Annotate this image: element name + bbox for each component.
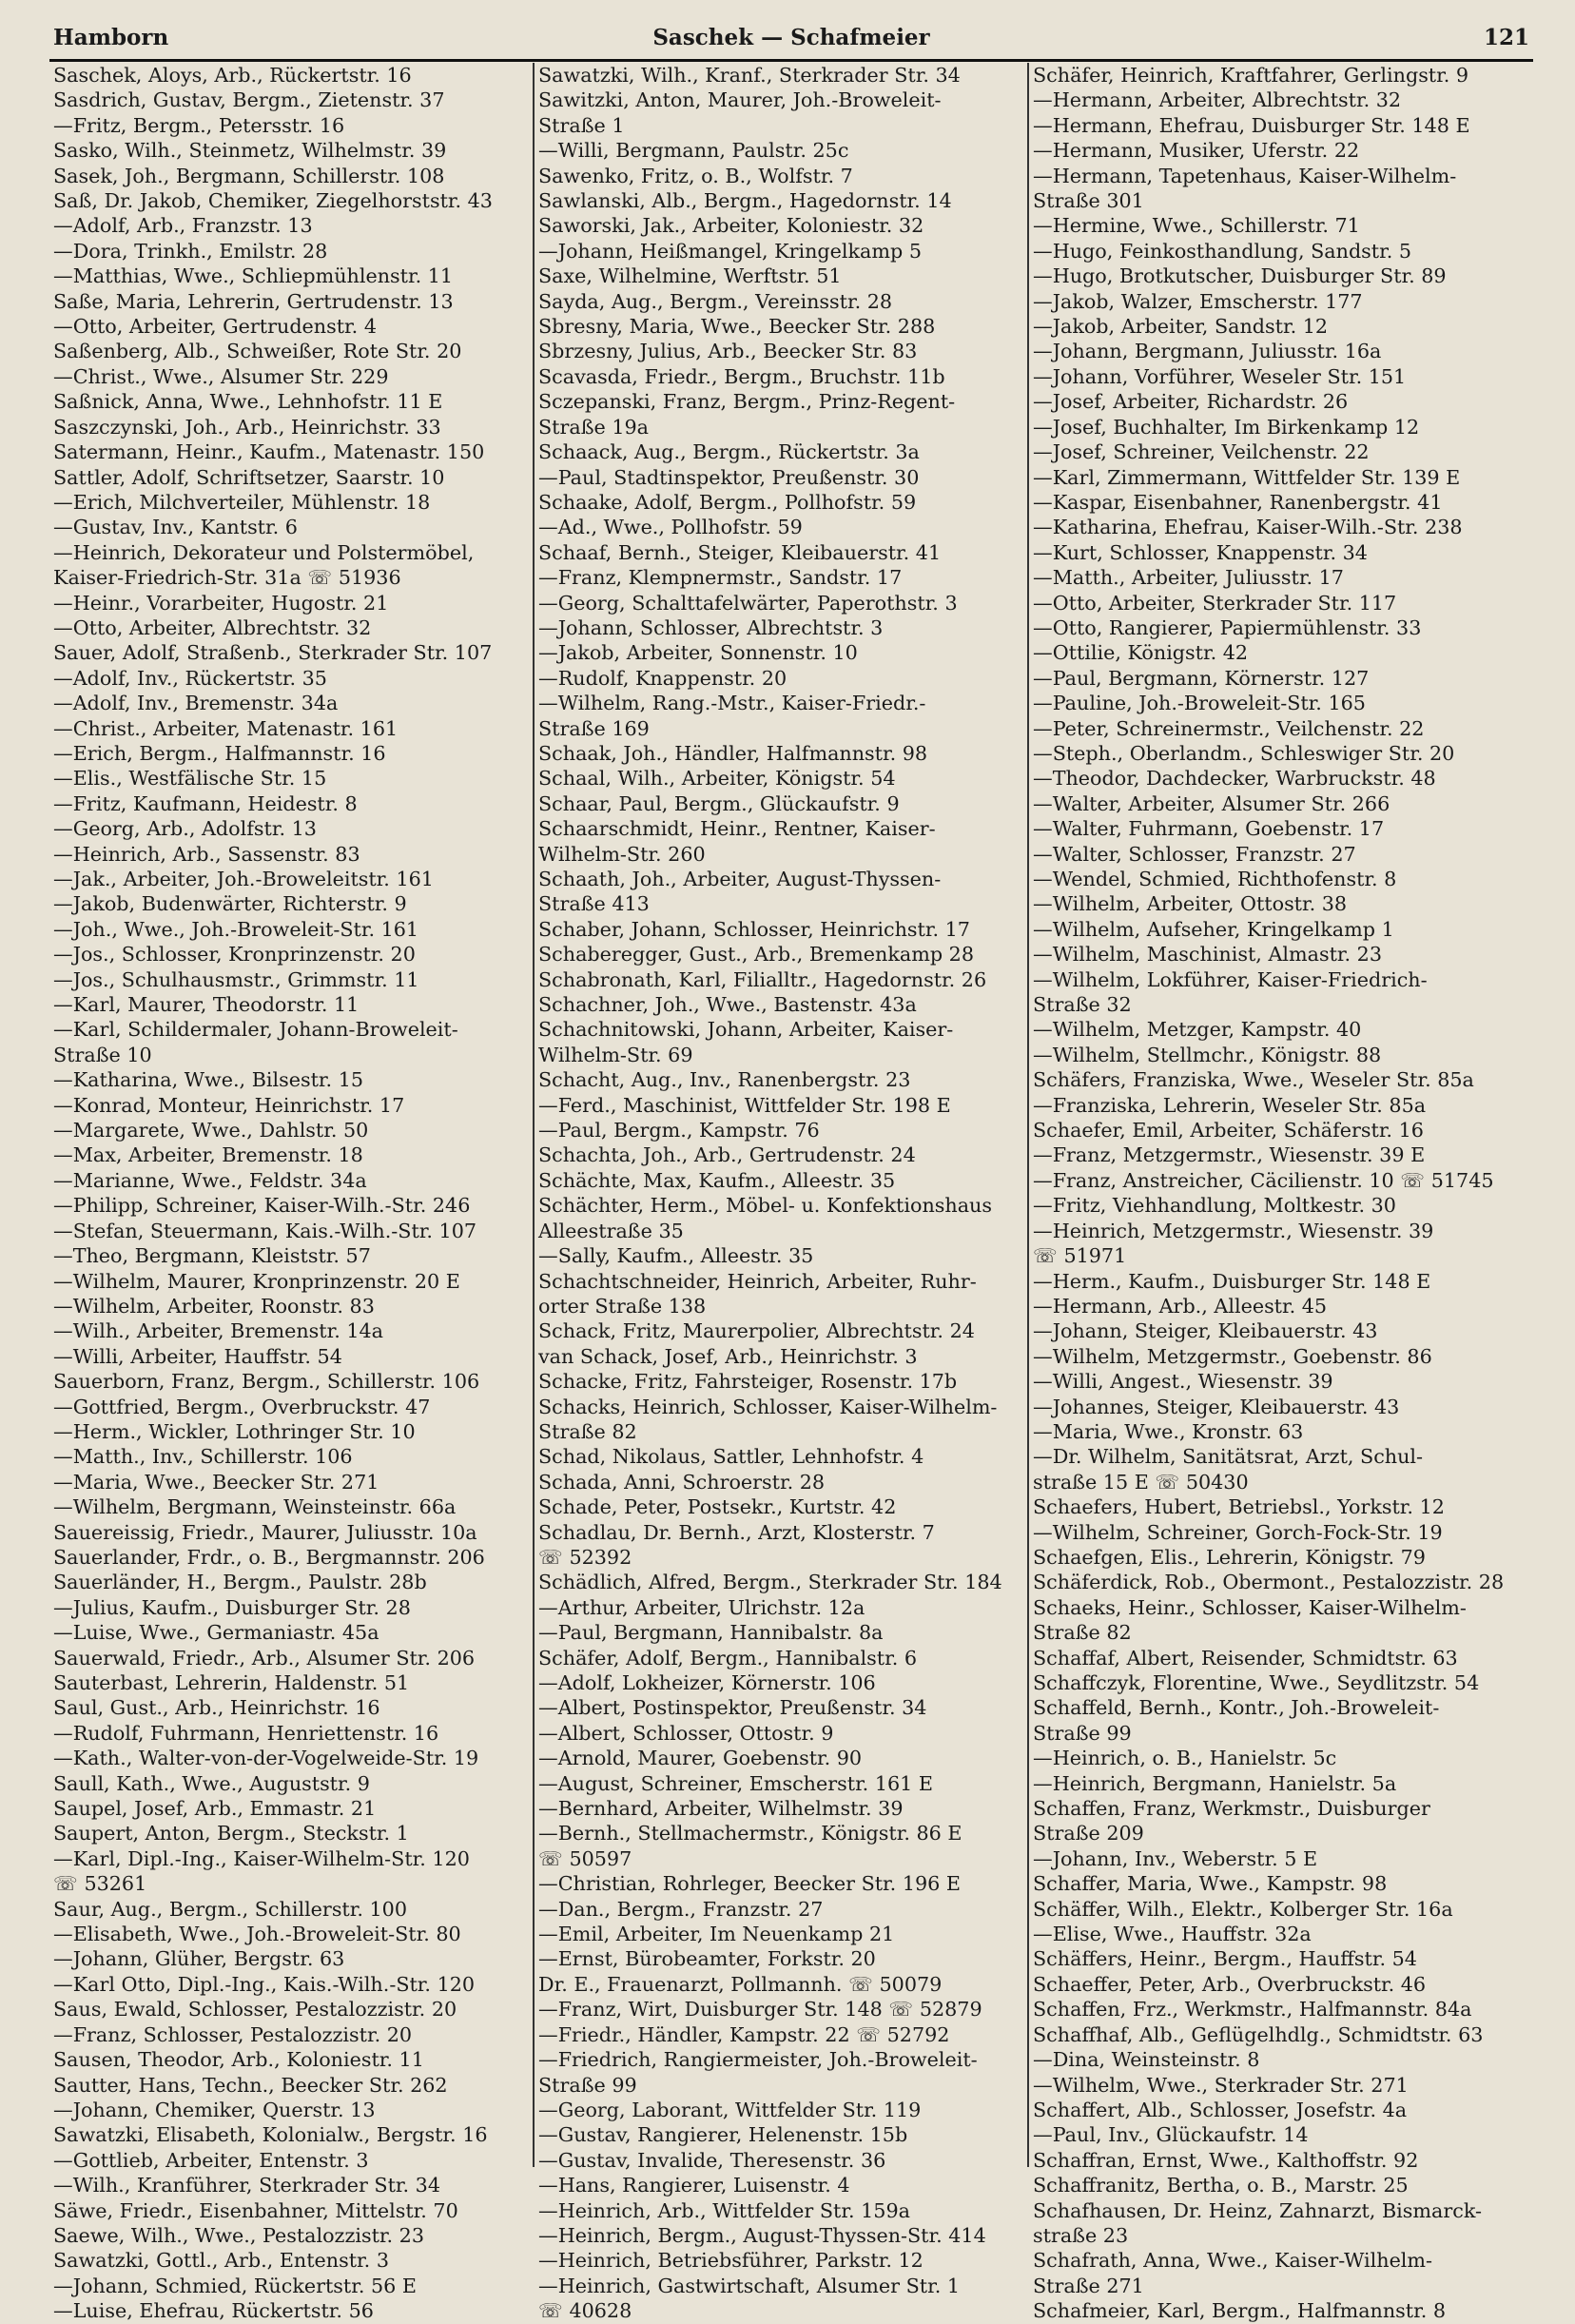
directory-entry: Schaffranitz, Bertha, o. B., Marstr. 25 xyxy=(1033,2174,1409,2197)
directory-entry: Schaefgen, Elis., Lehrerin, Königstr. 79 xyxy=(1033,1545,1426,1569)
directory-entry: —Hermann, Arb., Alleestr. 45 xyxy=(1033,1294,1328,1318)
directory-entry: Saur, Aug., Bergm., Schillerstr. 100 xyxy=(53,1897,407,1921)
directory-entry: —Hermann, Arbeiter, Albrechtstr. 32 xyxy=(1033,88,1402,112)
directory-entry: Sauereissig, Friedr., Maurer, Juliusstr. 10a xyxy=(53,1520,477,1544)
directory-entry: —Paul, Bergmann, Körnerstr. 127 xyxy=(1033,666,1370,690)
directory-entry: —Jakob, Arbeiter, Sonnenstr. 10 xyxy=(538,641,858,665)
directory-entry: —Matth., Inv., Schillerstr. 106 xyxy=(53,1445,353,1469)
directory-entry: —Katharina, Ehefrau, Kaiser-Wilh.-Str. 238 xyxy=(1033,516,1463,539)
directory-entry: —Gustav, Invalide, Theresenstr. 36 xyxy=(538,2148,886,2172)
directory-entry: Saxe, Wilhelmine, Werftstr. 51 xyxy=(538,264,842,288)
directory-entry: Schaefers, Hubert, Betriebsl., Yorkstr. 12 xyxy=(1033,1495,1445,1519)
directory-entry: Schade, Peter, Postsekr., Kurtstr. 42 xyxy=(538,1495,897,1519)
directory-entry: —Peter, Schreinermstr., Veilchenstr. 22 xyxy=(1033,716,1425,740)
directory-entry: —Elis., Westfälische Str. 15 xyxy=(53,767,327,791)
directory-entry: Schachner, Joh., Wwe., Bastenstr. 43a xyxy=(538,993,917,1017)
directory-entry: Schächter, Herm., Möbel- u. Konfektionshaus xyxy=(538,1194,992,1218)
directory-entry: —Christ., Arbeiter, Matenastr. 161 xyxy=(53,716,399,740)
directory-entry: —Franz, Schlosser, Pestalozzistr. 20 xyxy=(53,2022,413,2046)
directory-entry: —Johann, Steiger, Kleibauerstr. 43 xyxy=(1033,1319,1378,1343)
directory-entry: Schaeffer, Peter, Arb., Overbruckstr. 46 xyxy=(1033,1972,1427,1996)
directory-entry: Saßenberg, Alb., Schweißer, Rote Str. 20 xyxy=(53,340,462,363)
directory-entry: Sczepanski, Franz, Bergm., Prinz-Regent- xyxy=(538,390,956,414)
directory-entry: —Gottfried, Bergm., Overbruckstr. 47 xyxy=(53,1395,431,1418)
directory-entry: —Heinrich, Bergmann, Hanielstr. 5a xyxy=(1033,1771,1397,1795)
directory-entry: —Franz, Wirt, Duisburger Str. 148 ☏ 52879 xyxy=(538,1998,982,2021)
directory-entry: ☏ 50597 xyxy=(538,1846,632,1870)
directory-entry: Sawatzki, Wilh., Kranf., Sterkrader Str. 34 xyxy=(538,64,961,87)
page-header xyxy=(49,21,1533,62)
directory-entry: —Wendel, Schmied, Richthofenstr. 8 xyxy=(1033,868,1397,890)
directory-entry: Straße 301 xyxy=(1033,189,1144,213)
directory-entry: Kaiser-Friedrich-Str. 31a ☏ 51936 xyxy=(53,566,401,590)
directory-entry: —Ferd., Maschinist, Wittfelder Str. 198 E xyxy=(538,1093,951,1117)
directory-entry: Sauerländer, H., Bergm., Paulstr. 28b xyxy=(53,1571,427,1594)
directory-entry: —Joh., Wwe., Joh.-Broweleit-Str. 161 xyxy=(53,917,419,941)
directory-entry: Sauerborn, Franz, Bergm., Schillerstr. 106 xyxy=(53,1370,480,1394)
directory-entry: Sauterbast, Lehrerin, Haldenstr. 51 xyxy=(53,1671,410,1694)
directory-column-3 xyxy=(1033,63,1535,2323)
directory-entry: Straße 10 xyxy=(53,1043,152,1066)
directory-entry: Schachta, Joh., Arb., Gertrudenstr. 24 xyxy=(538,1143,916,1167)
directory-entry: —Ottilie, Königstr. 42 xyxy=(1033,641,1249,665)
directory-entry: —Wilhelm, Maurer, Kronprinzenstr. 20 E xyxy=(53,1269,460,1293)
directory-entry: Saworski, Jak., Arbeiter, Koloniestr. 32 xyxy=(538,214,924,238)
directory-entry: —Heinrich, Betriebsführer, Parkstr. 12 xyxy=(538,2249,924,2273)
directory-entry: —Hermann, Ehefrau, Duisburger Str. 148 E xyxy=(1033,113,1470,137)
directory-entry: Saull, Kath., Wwe., Auguststr. 9 xyxy=(53,1771,370,1795)
directory-entry: Schafmeier, Karl, Bergm., Halfmannstr. 8 xyxy=(1033,2299,1447,2323)
directory-entry: Alleestraße 35 xyxy=(538,1219,684,1242)
directory-entry: —Kaspar, Eisenbahner, Ranenbergstr. 41 xyxy=(1033,490,1443,514)
directory-entry: —Jos., Schulhausmstr., Grimmstr. 11 xyxy=(53,967,419,991)
directory-entry: —Gustav, Rangierer, Helenenstr. 15b xyxy=(538,2123,908,2147)
directory-entry: Schäferdick, Rob., Obermont., Pestalozzistr. 28 xyxy=(1033,1571,1505,1594)
directory-entry: —Gustav, Inv., Kantstr. 6 xyxy=(53,516,298,539)
directory-entry: —Walter, Arbeiter, Alsumer Str. 266 xyxy=(1033,791,1390,815)
directory-entry: —Walter, Schlosser, Franzstr. 27 xyxy=(1033,842,1356,866)
directory-entry: Schaar, Paul, Bergm., Glückaufstr. 9 xyxy=(538,791,900,815)
directory-entry: —Heinrich, Bergm., August-Thyssen-Str. 414 xyxy=(538,2223,986,2247)
directory-entry: Saupel, Josef, Arb., Emmastr. 21 xyxy=(53,1797,377,1821)
directory-entry: Sasek, Joh., Bergmann, Schillerstr. 108 xyxy=(53,164,445,187)
directory-entry: Schachnitowski, Johann, Arbeiter, Kaiser- xyxy=(538,1018,954,1042)
directory-entry: Schaffhaf, Alb., Geflügelhdlg., Schmidtstr. 63 xyxy=(1033,2022,1484,2046)
directory-entry: Saß, Dr. Jakob, Chemiker, Ziegelhorststr. 43 xyxy=(53,189,493,213)
directory-entry: Saße, Maria, Lehrerin, Gertrudenstr. 13 xyxy=(53,289,454,313)
directory-entry: —Jos., Schlosser, Kronprinzenstr. 20 xyxy=(53,943,416,967)
directory-entry: —August, Schreiner, Emscherstr. 161 E xyxy=(538,1771,933,1795)
directory-entry: —Max, Arbeiter, Bremenstr. 18 xyxy=(53,1143,363,1167)
directory-entry: —Johann, Heißmangel, Kringelkamp 5 xyxy=(538,239,922,263)
directory-entry: Sauer, Adolf, Straßenb., Sterkrader Str. 107 xyxy=(53,641,493,665)
directory-entry: Saul, Gust., Arb., Heinrichstr. 16 xyxy=(53,1696,380,1720)
directory-entry: Schafhausen, Dr. Heinz, Zahnarzt, Bismarck- xyxy=(1033,2198,1482,2222)
directory-entry: Schacht, Aug., Inv., Ranenbergstr. 23 xyxy=(538,1068,911,1092)
directory-entry: —Christ., Wwe., Alsumer Str. 229 xyxy=(53,364,389,388)
directory-entry: —Heinrich, Dekorateur und Polstermöbel, xyxy=(53,540,475,564)
directory-entry: Sauerwald, Friedr., Arb., Alsumer Str. 206 xyxy=(53,1646,476,1670)
directory-entry: Schaffran, Ernst, Wwe., Kalthoffstr. 92 xyxy=(1033,2148,1419,2172)
directory-entry: —Wilhelm, Wwe., Sterkrader Str. 271 xyxy=(1033,2073,1409,2097)
directory-entry: —Fritz, Kaufmann, Heidestr. 8 xyxy=(53,791,358,815)
directory-entry: —Margarete, Wwe., Dahlstr. 50 xyxy=(53,1119,369,1142)
directory-entry: —Johann, Chemiker, Querstr. 13 xyxy=(53,2098,376,2121)
directory-entry: —Johannes, Steiger, Kleibauerstr. 43 xyxy=(1033,1395,1400,1418)
directory-entry: —Otto, Arbeiter, Sterkrader Str. 117 xyxy=(1033,591,1397,615)
directory-entry: Sattler, Adolf, Schriftsetzer, Saarstr. 10 xyxy=(53,465,445,489)
directory-entry: Sawatzki, Elisabeth, Kolonialw., Bergstr. 16 xyxy=(53,2123,488,2147)
directory-entry: ☏ 51971 xyxy=(1033,1244,1127,1268)
directory-entry: Schaeks, Heinr., Schlosser, Kaiser-Wilhelm- xyxy=(1033,1595,1467,1619)
directory-entry: —Maria, Wwe., Beecker Str. 271 xyxy=(53,1470,379,1494)
directory-entry: —Paul, Bergm., Kampstr. 76 xyxy=(538,1119,820,1142)
directory-entry: Saszczynski, Joh., Arb., Heinrichstr. 33 xyxy=(53,415,441,439)
directory-column-1 xyxy=(53,63,527,2323)
directory-entry: —Hermine, Wwe., Schillerstr. 71 xyxy=(1033,214,1360,238)
directory-entry: —Adolf, Arb., Franzstr. 13 xyxy=(53,214,313,238)
directory-entry: Schada, Anni, Schroerstr. 28 xyxy=(538,1470,826,1494)
directory-entry: —Johann, Schmied, Rückertstr. 56 E xyxy=(53,2274,418,2297)
directory-entry: —Hugo, Brotkutscher, Duisburger Str. 89 xyxy=(1033,264,1447,288)
directory-entry: Säwe, Friedr., Eisenbahner, Mittelstr. 70 xyxy=(53,2198,458,2222)
directory-entry: —Arthur, Arbeiter, Ulrichstr. 12a xyxy=(538,1595,865,1619)
directory-entry: Saewe, Wilh., Wwe., Pestalozzistr. 23 xyxy=(53,2223,424,2247)
directory-entry: Schaarschmidt, Heinr., Rentner, Kaiser- xyxy=(538,817,936,841)
directory-entry: —Elise, Wwe., Hauffstr. 32a xyxy=(1033,1923,1312,1946)
directory-entry: ☏ 40628 xyxy=(538,2299,632,2323)
directory-entry: Schaake, Adolf, Bergm., Pollhofstr. 59 xyxy=(538,490,917,514)
directory-entry: —Theo, Bergmann, Kleiststr. 57 xyxy=(53,1244,371,1268)
directory-entry: —Georg, Laborant, Wittfelder Str. 119 xyxy=(538,2098,922,2121)
directory-entry: —Hugo, Feinkosthandlung, Sandstr. 5 xyxy=(1033,239,1412,263)
directory-entry: —Wilhelm, Schreiner, Gorch-Fock-Str. 19 xyxy=(1033,1520,1443,1544)
directory-entry: —Willi, Angest., Wiesenstr. 39 xyxy=(1033,1370,1333,1394)
directory-entry: —Franziska, Lehrerin, Weseler Str. 85a xyxy=(1033,1093,1427,1117)
directory-entry: Sasko, Wilh., Steinmetz, Wilhelmstr. 39 xyxy=(53,139,447,163)
directory-entry: Schaber, Johann, Schlosser, Heinrichstr. 17 xyxy=(538,917,970,941)
directory-entry: Schack, Fritz, Maurerpolier, Albrechtstr. 24 xyxy=(538,1319,975,1343)
directory-entry: Schaffer, Maria, Wwe., Kampstr. 98 xyxy=(1033,1872,1388,1896)
directory-entry: Schäfer, Adolf, Bergm., Hannibalstr. 6 xyxy=(538,1646,918,1670)
directory-entry: —Otto, Arbeiter, Albrechtstr. 32 xyxy=(53,615,372,639)
directory-entry: —Matthias, Wwe., Schliepmühlenstr. 11 xyxy=(53,264,454,288)
directory-entry: —Rudolf, Fuhrmann, Henriettenstr. 16 xyxy=(53,1721,439,1745)
directory-entry: —Paul, Stadtinspektor, Preußenstr. 30 xyxy=(538,465,920,489)
directory-entry: Sayda, Aug., Bergm., Vereinsstr. 28 xyxy=(538,289,893,313)
directory-entry: —Wilhelm, Arbeiter, Ottostr. 38 xyxy=(1033,892,1348,916)
column-divider xyxy=(533,63,535,2167)
directory-entry: —Wilhelm, Aufseher, Kringelkamp 1 xyxy=(1033,917,1394,941)
directory-entry: —Johann, Inv., Weberstr. 5 E xyxy=(1033,1846,1318,1870)
directory-entry: —Stefan, Steuermann, Kais.-Wilh.-Str. 107 xyxy=(53,1219,477,1242)
directory-entry: Schacks, Heinrich, Schlosser, Kaiser-Wilhelm- xyxy=(538,1395,998,1418)
directory-entry: orter Straße 138 xyxy=(538,1294,707,1318)
directory-entry: —Luise, Ehefrau, Rückertstr. 56 xyxy=(53,2299,374,2323)
directory-entry: Straße 169 xyxy=(538,716,650,740)
directory-entry: Straße 32 xyxy=(1033,993,1132,1017)
directory-entry: Schaffczyk, Florentine, Wwe., Seydlitzstr. 54 xyxy=(1033,1671,1480,1694)
directory-entry: —Bernh., Stellmachermstr., Königstr. 86 E xyxy=(538,1822,962,1846)
directory-entry: —Rudolf, Knappenstr. 20 xyxy=(538,666,788,690)
directory-entry: Schäfer, Heinrich, Kraftfahrer, Gerlingstr. 9 xyxy=(1033,64,1469,87)
directory-entry: Schaaf, Bernh., Steiger, Kleibauerstr. 41 xyxy=(538,540,942,564)
directory-entry: —Jakob, Arbeiter, Sandstr. 12 xyxy=(1033,315,1329,339)
directory-entry: Sawatzki, Gottl., Arb., Entenstr. 3 xyxy=(53,2249,389,2273)
directory-entry: —Wilhelm, Metzgermstr., Goebenstr. 86 xyxy=(1033,1344,1432,1368)
directory-entry: Schacke, Fritz, Fahrsteiger, Rosenstr. 17b xyxy=(538,1370,958,1394)
directory-entry: —Hermann, Musiker, Uferstr. 22 xyxy=(1033,139,1360,163)
directory-entry: Sawitzki, Anton, Maurer, Joh.-Broweleit- xyxy=(538,88,942,112)
directory-entry: —Ernst, Bürobeamter, Forkstr. 20 xyxy=(538,1947,876,1971)
directory-entry: —Heinrich, Gastwirtschaft, Alsumer Str. 1 xyxy=(538,2274,961,2297)
directory-entry: Schaffert, Alb., Schlosser, Josefstr. 4a xyxy=(1033,2098,1408,2121)
directory-entry: Sbrzesny, Julius, Arb., Beecker Str. 83 xyxy=(538,340,918,363)
directory-entry: Straße 1 xyxy=(538,113,625,137)
directory-entry: —Karl, Dipl.-Ing., Kaiser-Wilhelm-Str. 120 xyxy=(53,1846,470,1870)
directory-entry: —Heinrich, o. B., Hanielstr. 5c xyxy=(1033,1747,1337,1770)
directory-entry: Straße 413 xyxy=(538,892,650,916)
directory-entry: —Willi, Arbeiter, Hauffstr. 54 xyxy=(53,1344,342,1368)
directory-entry: —Katharina, Wwe., Bilsestr. 15 xyxy=(53,1068,364,1092)
directory-entry: Schaffeld, Bernh., Kontr., Joh.-Broweleit- xyxy=(1033,1696,1440,1720)
directory-entry: —Friedrich, Rangiermeister, Joh.-Broweleit- xyxy=(538,2048,978,2072)
directory-entry: Sawenko, Fritz, o. B., Wolfstr. 7 xyxy=(538,164,853,187)
directory-entry: Sbresny, Maria, Wwe., Beecker Str. 288 xyxy=(538,315,936,339)
directory-entry: Schafrath, Anna, Wwe., Kaiser-Wilhelm- xyxy=(1033,2249,1433,2273)
directory-entry: Straße 19a xyxy=(538,415,650,439)
directory-entry: —Otto, Rangierer, Papiermühlenstr. 33 xyxy=(1033,615,1422,639)
directory-entry: —Wilhelm, Lokführer, Kaiser-Friedrich- xyxy=(1033,967,1428,991)
directory-entry: —Johann, Vorführer, Weseler Str. 151 xyxy=(1033,364,1407,388)
directory-entry: Schäffers, Heinr., Bergm., Hauffstr. 54 xyxy=(1033,1947,1417,1971)
directory-entry: —Marianne, Wwe., Feldstr. 34a xyxy=(53,1168,367,1192)
directory-entry: —Albert, Schlosser, Ottostr. 9 xyxy=(538,1721,834,1745)
directory-entry: —Karl, Maurer, Theodorstr. 11 xyxy=(53,993,360,1017)
directory-entry: Straße 99 xyxy=(1033,1721,1132,1745)
directory-entry: Schadlau, Dr. Bernh., Arzt, Klosterstr. 7 xyxy=(538,1520,935,1544)
directory-entry: —Adolf, Lokheizer, Körnerstr. 106 xyxy=(538,1671,876,1694)
directory-entry: ☏ 53261 xyxy=(53,1872,147,1896)
directory-entry: —Wilhelm, Stellmchr., Königstr. 88 xyxy=(1033,1043,1382,1066)
directory-entry: —Wilhelm, Bergmann, Weinsteinstr. 66a xyxy=(53,1495,457,1519)
directory-entry: Schaefer, Emil, Arbeiter, Schäferstr. 16 xyxy=(1033,1119,1424,1142)
directory-entry: Schädlich, Alfred, Bergm., Sterkrader Str. 184 xyxy=(538,1571,1002,1594)
directory-entry: —Bernhard, Arbeiter, Wilhelmstr. 39 xyxy=(538,1797,904,1821)
directory-entry: —Heinrich, Arb., Sassenstr. 83 xyxy=(53,842,360,866)
directory-entry: —Otto, Arbeiter, Gertrudenstr. 4 xyxy=(53,315,377,339)
directory-entry: —Albert, Postinspektor, Preußenstr. 34 xyxy=(538,1696,927,1720)
directory-entry: —Georg, Schalttafelwärter, Paperothstr. 3 xyxy=(538,591,958,615)
directory-entry: Saschek, Aloys, Arb., Rückertstr. 16 xyxy=(53,64,412,87)
directory-entry: Sautter, Hans, Techn., Beecker Str. 262 xyxy=(53,2073,448,2097)
directory-entry: —Willi, Bergmann, Paulstr. 25c xyxy=(538,139,849,163)
directory-entry: Straße 82 xyxy=(1033,1621,1132,1645)
directory-entry: Sasdrich, Gustav, Bergm., Zietenstr. 37 xyxy=(53,88,445,112)
directory-entry: Sawlanski, Alb., Bergm., Hagedornstr. 14 xyxy=(538,189,952,213)
directory-entry: Saßnick, Anna, Wwe., Lehnhofstr. 11 E xyxy=(53,390,443,414)
directory-entry: —Wilhelm, Metzger, Kampstr. 40 xyxy=(1033,1018,1362,1042)
directory-entry: —Erich, Milchverteiler, Mühlenstr. 18 xyxy=(53,490,431,514)
header-place: Hamborn xyxy=(53,25,169,50)
directory-entry: Schaberegger, Gust., Arb., Bremenkamp 28 xyxy=(538,943,974,967)
directory-entry: —Kath., Walter-von-der-Vogelweide-Str. 19 xyxy=(53,1747,479,1770)
directory-entry: —Friedr., Händler, Kampstr. 22 ☏ 52792 xyxy=(538,2022,950,2046)
directory-entry: Schaak, Joh., Händler, Halfmannstr. 98 xyxy=(538,741,928,765)
directory-entry: —Dr. Wilhelm, Sanitätsrat, Arzt, Schul- xyxy=(1033,1445,1424,1469)
directory-entry: —Matth., Arbeiter, Juliusstr. 17 xyxy=(1033,566,1344,590)
directory-entry: Schaack, Aug., Bergm., Rückertstr. 3a xyxy=(538,440,920,464)
directory-entry: —Adolf, Inv., Bremenstr. 34a xyxy=(53,692,339,715)
directory-entry: —Fritz, Viehhandlung, Moltkestr. 30 xyxy=(1033,1194,1396,1218)
directory-entry: —Maria, Wwe., Kronstr. 63 xyxy=(1033,1419,1304,1443)
directory-entry: Schabronath, Karl, Filialltr., Hagedornstr. 26 xyxy=(538,967,987,991)
directory-entry: Schäfers, Franziska, Wwe., Weseler Str. 85a xyxy=(1033,1068,1474,1092)
directory-entry: Saupert, Anton, Bergm., Steckstr. 1 xyxy=(53,1822,409,1846)
directory-entry: —Kurt, Schlosser, Knappenstr. 34 xyxy=(1033,540,1368,564)
directory-entry: —Jakob, Budenwärter, Richterstr. 9 xyxy=(53,892,407,916)
directory-entry: —Karl, Zimmermann, Wittfelder Str. 139 E xyxy=(1033,465,1461,489)
directory-entry: —Karl Otto, Dipl.-Ing., Kais.-Wilh.-Str. 120 xyxy=(53,1972,476,1996)
directory-entry: van Schack, Josef, Arb., Heinrichstr. 3 xyxy=(538,1344,918,1368)
directory-entry: Saus, Ewald, Schlosser, Pestalozzistr. 20 xyxy=(53,1998,457,2021)
directory-entry: —Johann, Schlosser, Albrechtstr. 3 xyxy=(538,615,884,639)
directory-entry: —Theodor, Dachdecker, Warbruckstr. 48 xyxy=(1033,767,1436,791)
directory-entry: Schaffen, Frz., Werkmstr., Halfmannstr. 84a xyxy=(1033,1998,1472,2021)
directory-entry: —Elisabeth, Wwe., Joh.-Broweleit-Str. 80 xyxy=(53,1923,461,1946)
directory-entry: —Johann, Glüher, Bergstr. 63 xyxy=(53,1947,345,1971)
directory-entry: —Christian, Rohrleger, Beecker Str. 196 E xyxy=(538,1872,961,1896)
directory-entry: —Pauline, Joh.-Broweleit-Str. 165 xyxy=(1033,692,1366,715)
directory-entry: —Johann, Bergmann, Juliusstr. 16a xyxy=(1033,340,1382,363)
directory-entry: Schaffaf, Albert, Reisender, Schmidtstr. 63 xyxy=(1033,1646,1458,1670)
directory-entry: straße 23 xyxy=(1033,2223,1129,2247)
directory-entry: Dr. E., Frauenarzt, Pollmannh. ☏ 50079 xyxy=(538,1972,943,1996)
directory-entry: —Wilh., Arbeiter, Bremenstr. 14a xyxy=(53,1319,383,1343)
directory-entry: —Wilh., Kranführer, Sterkrader Str. 34 xyxy=(53,2174,440,2197)
directory-entry: —Julius, Kaufm., Duisburger Str. 28 xyxy=(53,1595,411,1619)
directory-entry: —Philipp, Schreiner, Kaiser-Wilh.-Str. 246 xyxy=(53,1194,471,1218)
directory-entry: Straße 271 xyxy=(1033,2274,1144,2297)
directory-entry: —Ad., Wwe., Pollhofstr. 59 xyxy=(538,516,803,539)
directory-entry: —Georg, Arb., Adolfstr. 13 xyxy=(53,817,317,841)
directory-entry: Wilhelm-Str. 260 xyxy=(538,842,706,866)
directory-entry: —Steph., Oberlandm., Schleswiger Str. 20 xyxy=(1033,741,1455,765)
directory-entry: —Emil, Arbeiter, Im Neuenkamp 21 xyxy=(538,1923,895,1946)
directory-entry: —Herm., Kaufm., Duisburger Str. 148 E xyxy=(1033,1269,1431,1293)
directory-entry: —Sally, Kaufm., Alleestr. 35 xyxy=(538,1244,814,1268)
directory-entry: straße 15 E ☏ 50430 xyxy=(1033,1470,1249,1494)
directory-entry: —Gottlieb, Arbeiter, Entenstr. 3 xyxy=(53,2148,369,2172)
directory-entry: Straße 82 xyxy=(538,1419,637,1443)
column-divider xyxy=(1027,63,1029,2167)
directory-entry: —Hans, Rangierer, Luisenstr. 4 xyxy=(538,2174,850,2197)
directory-entry: Straße 99 xyxy=(538,2073,637,2097)
directory-entry: Schächte, Max, Kaufm., Alleestr. 35 xyxy=(538,1168,896,1192)
directory-entry: —Dina, Weinsteinstr. 8 xyxy=(1033,2048,1260,2072)
directory-entry: Wilhelm-Str. 69 xyxy=(538,1043,693,1066)
directory-entry: Schad, Nikolaus, Sattler, Lehnhofstr. 4 xyxy=(538,1445,924,1469)
directory-entry: —Fritz, Bergm., Petersstr. 16 xyxy=(53,113,345,137)
directory-entry: —Arnold, Maurer, Goebenstr. 90 xyxy=(538,1747,863,1770)
directory-column-2 xyxy=(538,63,1023,2323)
directory-entry: —Heinrich, Arb., Wittfelder Str. 159a xyxy=(538,2198,910,2222)
directory-entry: —Jak., Arbeiter, Joh.-Broweleitstr. 161 xyxy=(53,868,434,890)
directory-entry: Satermann, Heinr., Kaufm., Matenastr. 150 xyxy=(53,440,485,464)
directory-entry: —Paul, Bergmann, Hannibalstr. 8a xyxy=(538,1621,884,1645)
directory-entry: —Erich, Bergm., Halfmannstr. 16 xyxy=(53,741,386,765)
header-range: Saschek — Schafmeier xyxy=(652,25,930,50)
directory-entry: Schachtschneider, Heinrich, Arbeiter, Ruhr- xyxy=(538,1269,977,1293)
directory-entry: —Dan., Bergm., Franzstr. 27 xyxy=(538,1897,824,1921)
directory-entry: —Wilhelm, Arbeiter, Roonstr. 83 xyxy=(53,1294,375,1318)
directory-entry: —Franz, Klempnermstr., Sandstr. 17 xyxy=(538,566,903,590)
directory-entry: Sauerlander, Frdr., o. B., Bergmannstr. 206 xyxy=(53,1545,485,1569)
directory-entry: —Konrad, Monteur, Heinrichstr. 17 xyxy=(53,1093,405,1117)
directory-entry: —Luise, Wwe., Germaniastr. 45a xyxy=(53,1621,379,1645)
directory-entry: ☏ 52392 xyxy=(538,1545,632,1569)
directory-entry: —Heinr., Vorarbeiter, Hugostr. 21 xyxy=(53,591,389,615)
directory-entry: —Josef, Buchhalter, Im Birkenkamp 12 xyxy=(1033,415,1420,439)
directory-entry: —Walter, Fuhrmann, Goebenstr. 17 xyxy=(1033,817,1385,841)
directory-entry: Schäffer, Wilh., Elektr., Kolberger Str. 16a xyxy=(1033,1897,1453,1921)
directory-entry: —Wilhelm, Rang.-Mstr., Kaiser-Friedr.- xyxy=(538,692,926,715)
directory-entry: —Jakob, Walzer, Emscherstr. 177 xyxy=(1033,289,1363,313)
directory-entry: Schaal, Wilh., Arbeiter, Königstr. 54 xyxy=(538,767,896,791)
directory-entry: —Karl, Schildermaler, Johann-Broweleit- xyxy=(53,1018,458,1042)
directory-entry: —Wilhelm, Maschinist, Almastr. 23 xyxy=(1033,943,1382,967)
directory-entry: Schaath, Joh., Arbeiter, August-Thyssen- xyxy=(538,868,942,890)
directory-entry: —Franz, Anstreicher, Cäcilienstr. 10 ☏ 51745 xyxy=(1033,1168,1494,1192)
page-number: 121 xyxy=(1483,25,1529,50)
directory-entry: Scavasda, Friedr., Bergm., Bruchstr. 11b xyxy=(538,364,945,388)
directory-entry: —Franz, Metzgermstr., Wiesenstr. 39 E xyxy=(1033,1143,1426,1167)
directory-entry: Sausen, Theodor, Arb., Koloniestr. 11 xyxy=(53,2048,424,2072)
directory-entry: —Paul, Inv., Glückaufstr. 14 xyxy=(1033,2123,1309,2147)
directory-entry: —Heinrich, Metzgermstr., Wiesenstr. 39 xyxy=(1033,1219,1434,1242)
directory-entry: —Dora, Trinkh., Emilstr. 28 xyxy=(53,239,328,263)
directory-entry: —Herm., Wickler, Lothringer Str. 10 xyxy=(53,1419,416,1443)
directory-entry: —Adolf, Inv., Rückertstr. 35 xyxy=(53,666,327,690)
directory-entry: —Josef, Arbeiter, Richardstr. 26 xyxy=(1033,390,1349,414)
directory-entry: —Josef, Schreiner, Veilchenstr. 22 xyxy=(1033,440,1370,464)
directory-entry: Straße 209 xyxy=(1033,1822,1144,1846)
directory-entry: Schaffen, Franz, Werkmstr., Duisburger xyxy=(1033,1797,1430,1821)
directory-entry: —Hermann, Tapetenhaus, Kaiser-Wilhelm- xyxy=(1033,164,1457,187)
